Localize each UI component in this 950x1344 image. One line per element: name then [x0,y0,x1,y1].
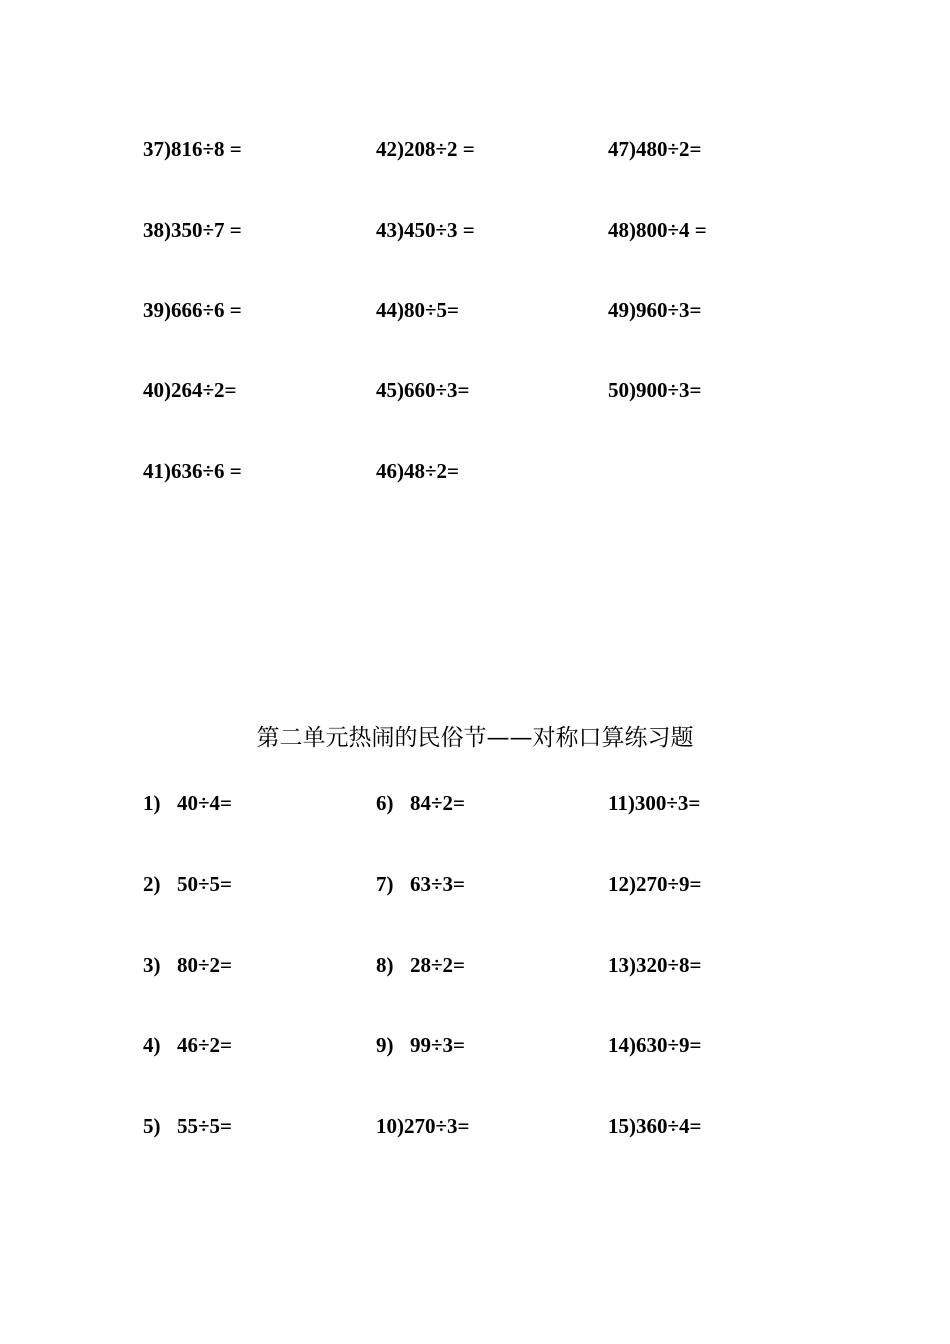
problem-number: 38) [143,218,171,242]
problem-row [0,869,950,899]
problem-number: 44) [376,298,404,322]
problem-number: 14) [608,1033,636,1057]
problem-number: 13) [608,953,636,977]
problem [376,134,475,164]
problem [608,869,702,899]
problem-expression: 270÷3= [404,1114,470,1138]
problem [608,375,702,405]
problem-row [0,375,950,405]
problem-expression: 816÷8 = [171,137,242,161]
problem-expression: 450÷3 = [404,218,475,242]
problem-expression: 320÷8= [636,953,702,977]
problem-number: 8) [376,953,394,977]
problem [608,950,702,980]
problem-number: 1) [143,791,161,815]
problem-number: 7) [376,872,394,896]
problem [143,134,242,164]
problem [608,295,702,325]
problem-expression: 28÷2= [410,953,465,977]
problem [608,788,700,818]
problem [143,1111,232,1141]
problem-expression: 84÷2= [410,791,465,815]
problem-expression: 63÷3= [410,872,465,896]
problem-number: 40) [143,378,171,402]
problem-row [0,456,950,486]
problem-number: 9) [376,1033,394,1057]
problem [376,788,465,818]
problem [376,1030,465,1060]
problem-row [0,950,950,980]
problem-number: 47) [608,137,636,161]
problem [608,1111,702,1141]
problem [376,869,465,899]
problem-expression: 960÷3= [636,298,702,322]
problem [143,295,242,325]
problem-number: 43) [376,218,404,242]
problem-expression: 350÷7 = [171,218,242,242]
problem-row [0,788,950,818]
problem-expression: 636÷6 = [171,459,242,483]
problem [608,215,707,245]
problem-expression: 80÷5= [404,298,459,322]
problem-expression: 270÷9= [636,872,702,896]
problem-row [0,1030,950,1060]
problem-number: 15) [608,1114,636,1138]
problem [376,375,470,405]
problem-expression: 480÷2= [636,137,702,161]
problem [143,456,242,486]
problem-row [0,295,950,325]
problem [376,456,459,486]
problem [608,1030,702,1060]
problem-number: 4) [143,1033,161,1057]
problem-row [0,215,950,245]
problem-number: 3) [143,953,161,977]
problem-expression: 900÷3= [636,378,702,402]
problem-number: 39) [143,298,171,322]
problem [376,950,465,980]
problem-row [0,134,950,164]
problem-row [0,1111,950,1141]
problem-expression: 46÷2= [177,1033,232,1057]
problem-number: 41) [143,459,171,483]
section-title: 第二单元热闹的民俗节——对称口算练习题 [256,725,694,751]
problem [143,1030,232,1060]
problem [376,215,475,245]
problem-expression: 300÷3= [634,791,701,815]
problem-expression: 40÷4= [177,791,232,815]
problem-expression: 360÷4= [636,1114,702,1138]
problem-expression: 666÷6 = [171,298,242,322]
problem-number: 50) [608,378,636,402]
problem-number: 45) [376,378,404,402]
problem [143,788,232,818]
problem-number: 2) [143,872,161,896]
problem-number: 42) [376,137,404,161]
problem-expression: 55÷5= [177,1114,232,1138]
problem [143,950,232,980]
problem [608,134,702,164]
problem-number: 5) [143,1114,161,1138]
problem-number: 48) [608,218,636,242]
problem [376,1111,470,1141]
problem-number: 10) [376,1114,404,1138]
problem [143,869,232,899]
problem [376,295,459,325]
problem-expression: 99÷3= [410,1033,465,1057]
problem-expression: 660÷3= [404,378,470,402]
problem-expression: 264÷2= [171,378,237,402]
problem [143,375,237,405]
problem-expression: 630÷9= [636,1033,702,1057]
problem-number: 49) [608,298,636,322]
problem-expression: 48÷2= [404,459,459,483]
problem [143,215,242,245]
problem-number: 6) [376,791,394,815]
problem-expression: 50÷5= [177,872,232,896]
problem-number: 12) [608,872,636,896]
problem-number: 46) [376,459,404,483]
problem-number: 37) [143,137,171,161]
problem-expression: 80÷2= [177,953,232,977]
problem-number: 11) [608,791,635,815]
problem-expression: 800÷4 = [636,218,707,242]
problem-expression: 208÷2 = [404,137,475,161]
